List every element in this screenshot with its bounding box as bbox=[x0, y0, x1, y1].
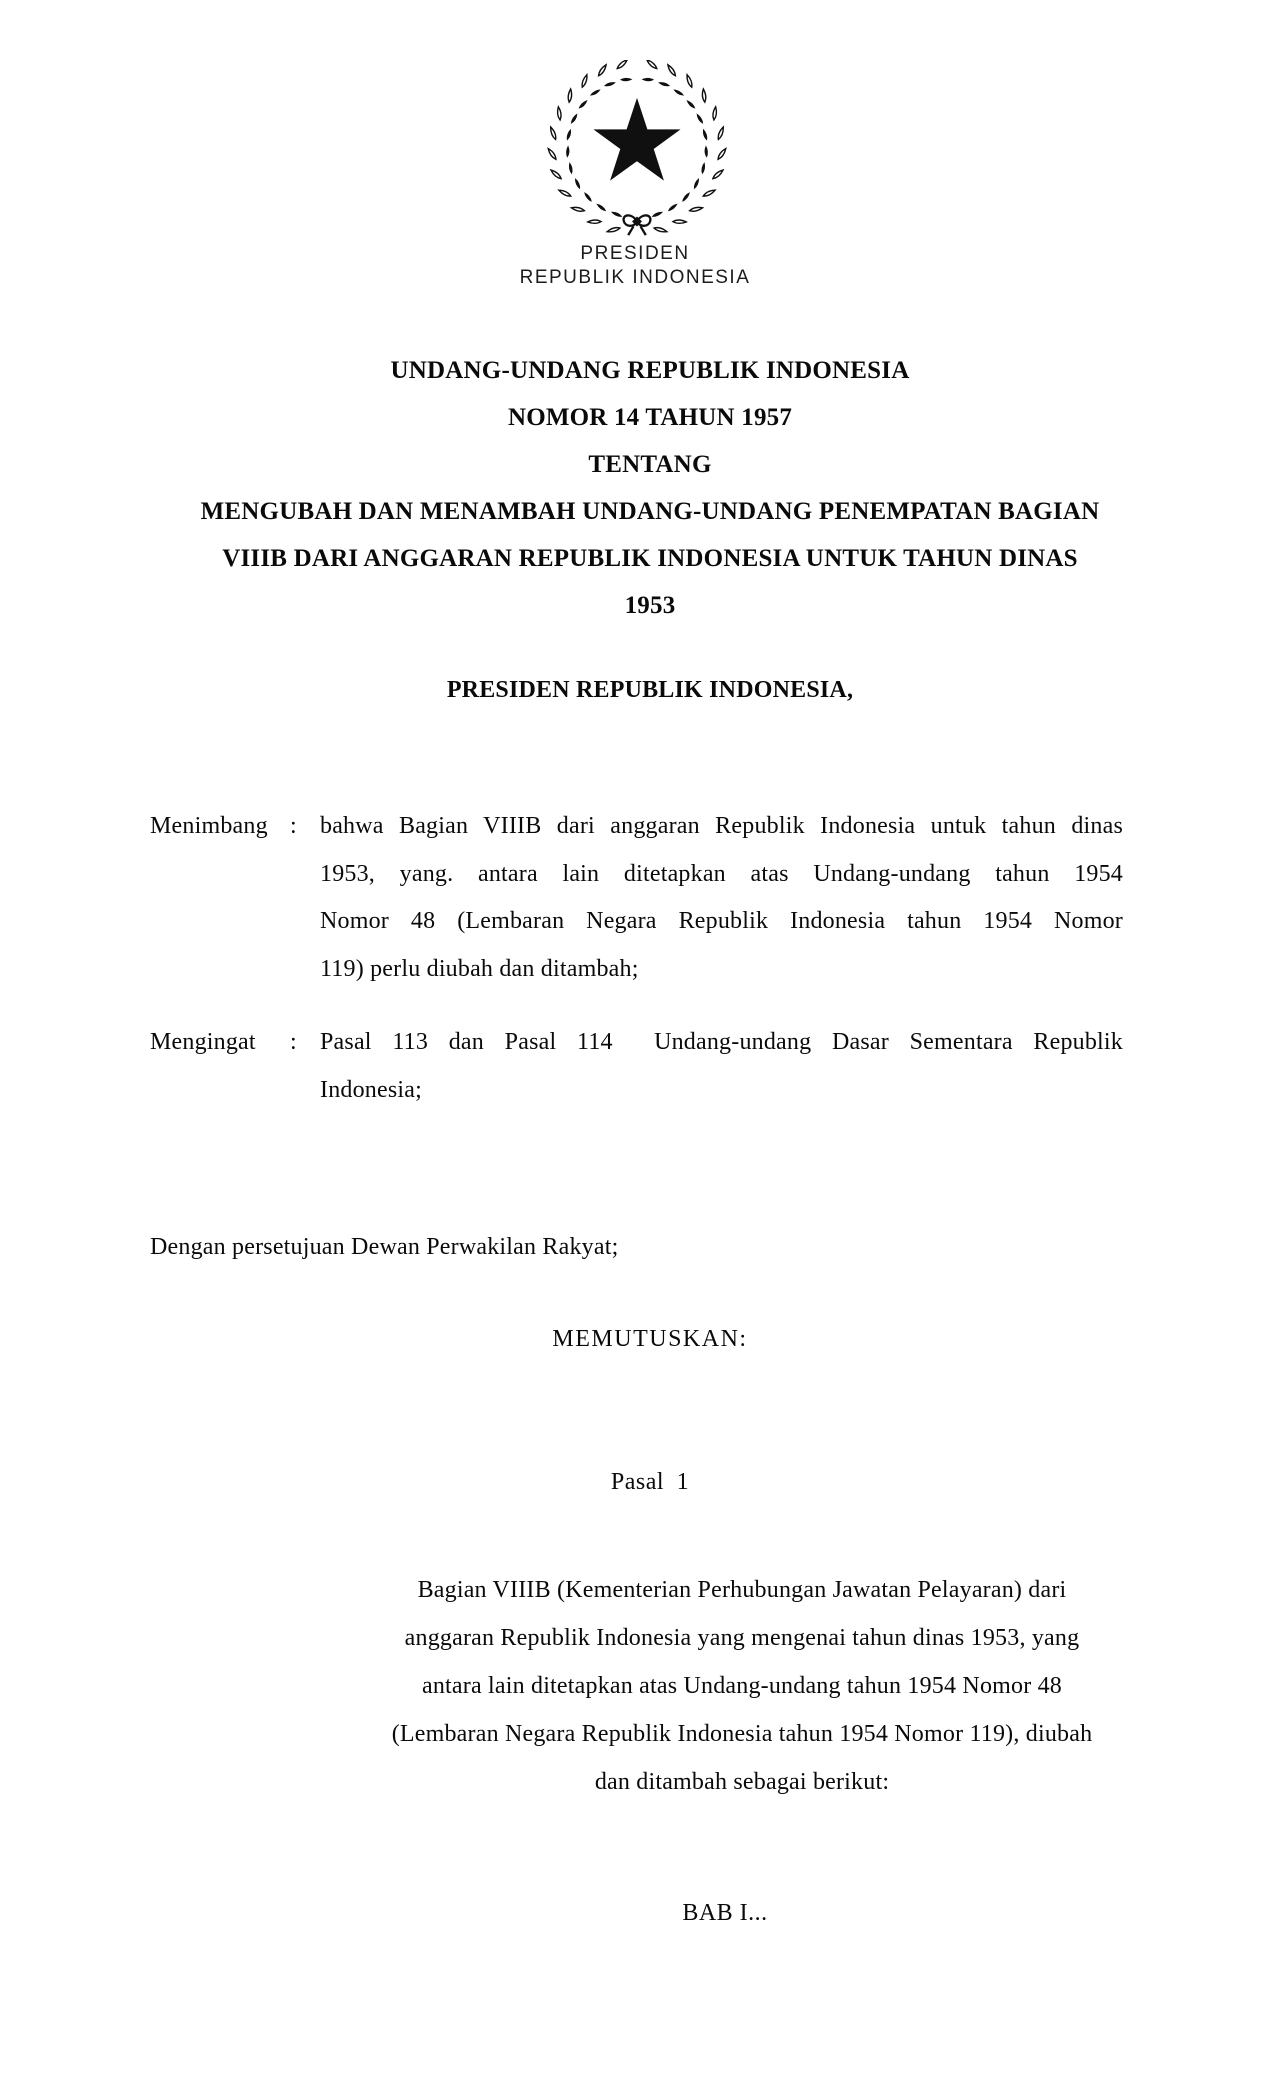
wreath-leaf bbox=[654, 227, 668, 232]
text-line: NOMOR 14 TAHUN 1957 bbox=[507, 404, 793, 431]
wreath-leaf bbox=[583, 191, 592, 203]
wreath-leaf bbox=[694, 113, 705, 125]
text-line: UNDANG-UNDANG REPUBLIK INDONESIA bbox=[390, 357, 910, 384]
clause-body bbox=[320, 1019, 1123, 1114]
article-body bbox=[342, 1566, 1142, 1806]
wreath-leaf bbox=[569, 113, 580, 125]
wreath-leaf bbox=[717, 147, 726, 160]
wreath-leaf bbox=[569, 162, 573, 174]
wreath-leaf bbox=[651, 209, 663, 219]
article-heading: Pasal 1 bbox=[610, 1469, 690, 1495]
wreath-leaf bbox=[685, 99, 697, 109]
text-line: anggaran Republik Indonesia yang mengenai tahun dinas 1953, yang bbox=[404, 1625, 1080, 1651]
wreath-leaf bbox=[685, 74, 694, 87]
text-line: antara lain ditetapkan atas Undang-undang tahun 1954 Nomor 48 bbox=[421, 1673, 1063, 1699]
clause-mengingat bbox=[150, 1019, 1123, 1114]
text-line: Pasal 113 dan Pasal 114 Undang-undang Dasar Sementara Republik bbox=[320, 1029, 1123, 1055]
wreath-leaf bbox=[616, 60, 629, 69]
wreath-leaf bbox=[589, 89, 602, 97]
wreath-leaf bbox=[550, 168, 561, 180]
agency-line-presiden: PRESIDEN bbox=[580, 243, 690, 264]
wreath-leaf bbox=[712, 168, 723, 180]
wreath-leaf bbox=[642, 77, 655, 82]
text-line: MENGUBAH DAN MENAMBAH UNDANG-UNDANG PENEMPATAN BAGIAN bbox=[200, 498, 1100, 525]
wreath-leaf bbox=[703, 145, 709, 158]
wreath-leaf bbox=[701, 128, 710, 141]
text-line: 1953 bbox=[624, 592, 676, 619]
text-line: VIIIB DARI ANGGARAN REPUBLIK INDONESIA UNTUK TAHUN DINAS bbox=[222, 545, 1078, 572]
clause-colon: : bbox=[290, 813, 297, 839]
star-wreath-emblem-icon bbox=[544, 60, 730, 236]
wreath-leaf bbox=[571, 205, 585, 213]
wreath-leaf bbox=[645, 60, 658, 69]
text-line: Indonesia; bbox=[320, 1076, 422, 1103]
wreath-leaf bbox=[567, 89, 574, 103]
text-line: TENTANG bbox=[588, 451, 712, 478]
wreath-leaf bbox=[703, 188, 716, 198]
clause-label: Menimbang bbox=[150, 813, 268, 839]
text-line: 1953, yang. antara lain ditetapkan atas Undang-undang tahun 1954 bbox=[320, 860, 1123, 887]
wreath-leaf bbox=[577, 99, 589, 109]
text-line: dan ditambah sebagai berikut: bbox=[594, 1769, 890, 1795]
wreath-leaf bbox=[604, 82, 617, 87]
wreath-leaf bbox=[607, 227, 621, 232]
wreath-leaf bbox=[580, 74, 589, 87]
wreath-leaf bbox=[550, 126, 557, 140]
agency-name bbox=[10, 242, 1260, 290]
wreath-leaf bbox=[701, 89, 708, 103]
wreath-leaf bbox=[713, 107, 717, 120]
wreath-leaf bbox=[681, 191, 690, 203]
continuation-marker: BAB I... bbox=[682, 1900, 768, 1926]
wreath-leaf bbox=[611, 209, 623, 219]
wreath-leaf bbox=[667, 202, 678, 213]
wreath-leaf bbox=[596, 202, 607, 213]
decision-heading: MEMUTUSKAN: bbox=[552, 1326, 748, 1352]
clause-body bbox=[320, 803, 1123, 993]
agency-line-republik: REPUBLIK INDONESIA bbox=[519, 267, 751, 288]
text-line: (Lembaran Negara Republik Indonesia tahun 1954 Nomor 119), diubah bbox=[391, 1721, 1093, 1747]
text-line: Nomor 48 (Lembaran Negara Republik Indonesia tahun 1954 Nomor bbox=[320, 908, 1123, 934]
wreath-leaf bbox=[558, 188, 571, 198]
wreath-leaf bbox=[565, 145, 571, 158]
clause-label: Mengingat bbox=[150, 1029, 256, 1055]
wreath-leaf bbox=[574, 177, 581, 190]
law-title bbox=[25, 347, 1275, 629]
wreath-leaf bbox=[565, 128, 574, 141]
wreath-leaf bbox=[689, 205, 703, 213]
star-icon bbox=[593, 98, 680, 181]
wreath-leaf bbox=[666, 64, 677, 76]
wreath-leaf bbox=[588, 219, 601, 224]
wreath-leaf bbox=[693, 177, 700, 190]
wreath-leaf bbox=[701, 162, 705, 174]
wreath-leaf bbox=[673, 219, 686, 224]
wreath-leaf bbox=[548, 147, 557, 160]
wreath-leaf bbox=[620, 77, 633, 82]
ribbon-bow-icon bbox=[624, 215, 651, 235]
wreath-leaf bbox=[717, 126, 724, 140]
wreath-leaf bbox=[597, 64, 608, 76]
wreath-leaf bbox=[658, 82, 671, 87]
salutation-heading: PRESIDEN REPUBLIK INDONESIA, bbox=[446, 677, 854, 703]
text-line: Bagian VIIIB (Kementerian Perhubungan Jawatan Pelayaran) dari bbox=[417, 1577, 1067, 1603]
text-line: 119) perlu diubah dan ditambah; bbox=[320, 955, 639, 982]
clause-colon: : bbox=[290, 1029, 297, 1055]
wreath-leaf bbox=[672, 89, 685, 97]
agreement-line: Dengan persetujuan Dewan Perwakilan Rakyat; bbox=[150, 1234, 619, 1260]
clause-menimbang bbox=[150, 803, 1123, 993]
text-line: bahwa Bagian VIIIB dari anggaran Republik Indonesia untuk tahun dinas bbox=[320, 813, 1123, 839]
wreath-leaf bbox=[558, 107, 562, 120]
